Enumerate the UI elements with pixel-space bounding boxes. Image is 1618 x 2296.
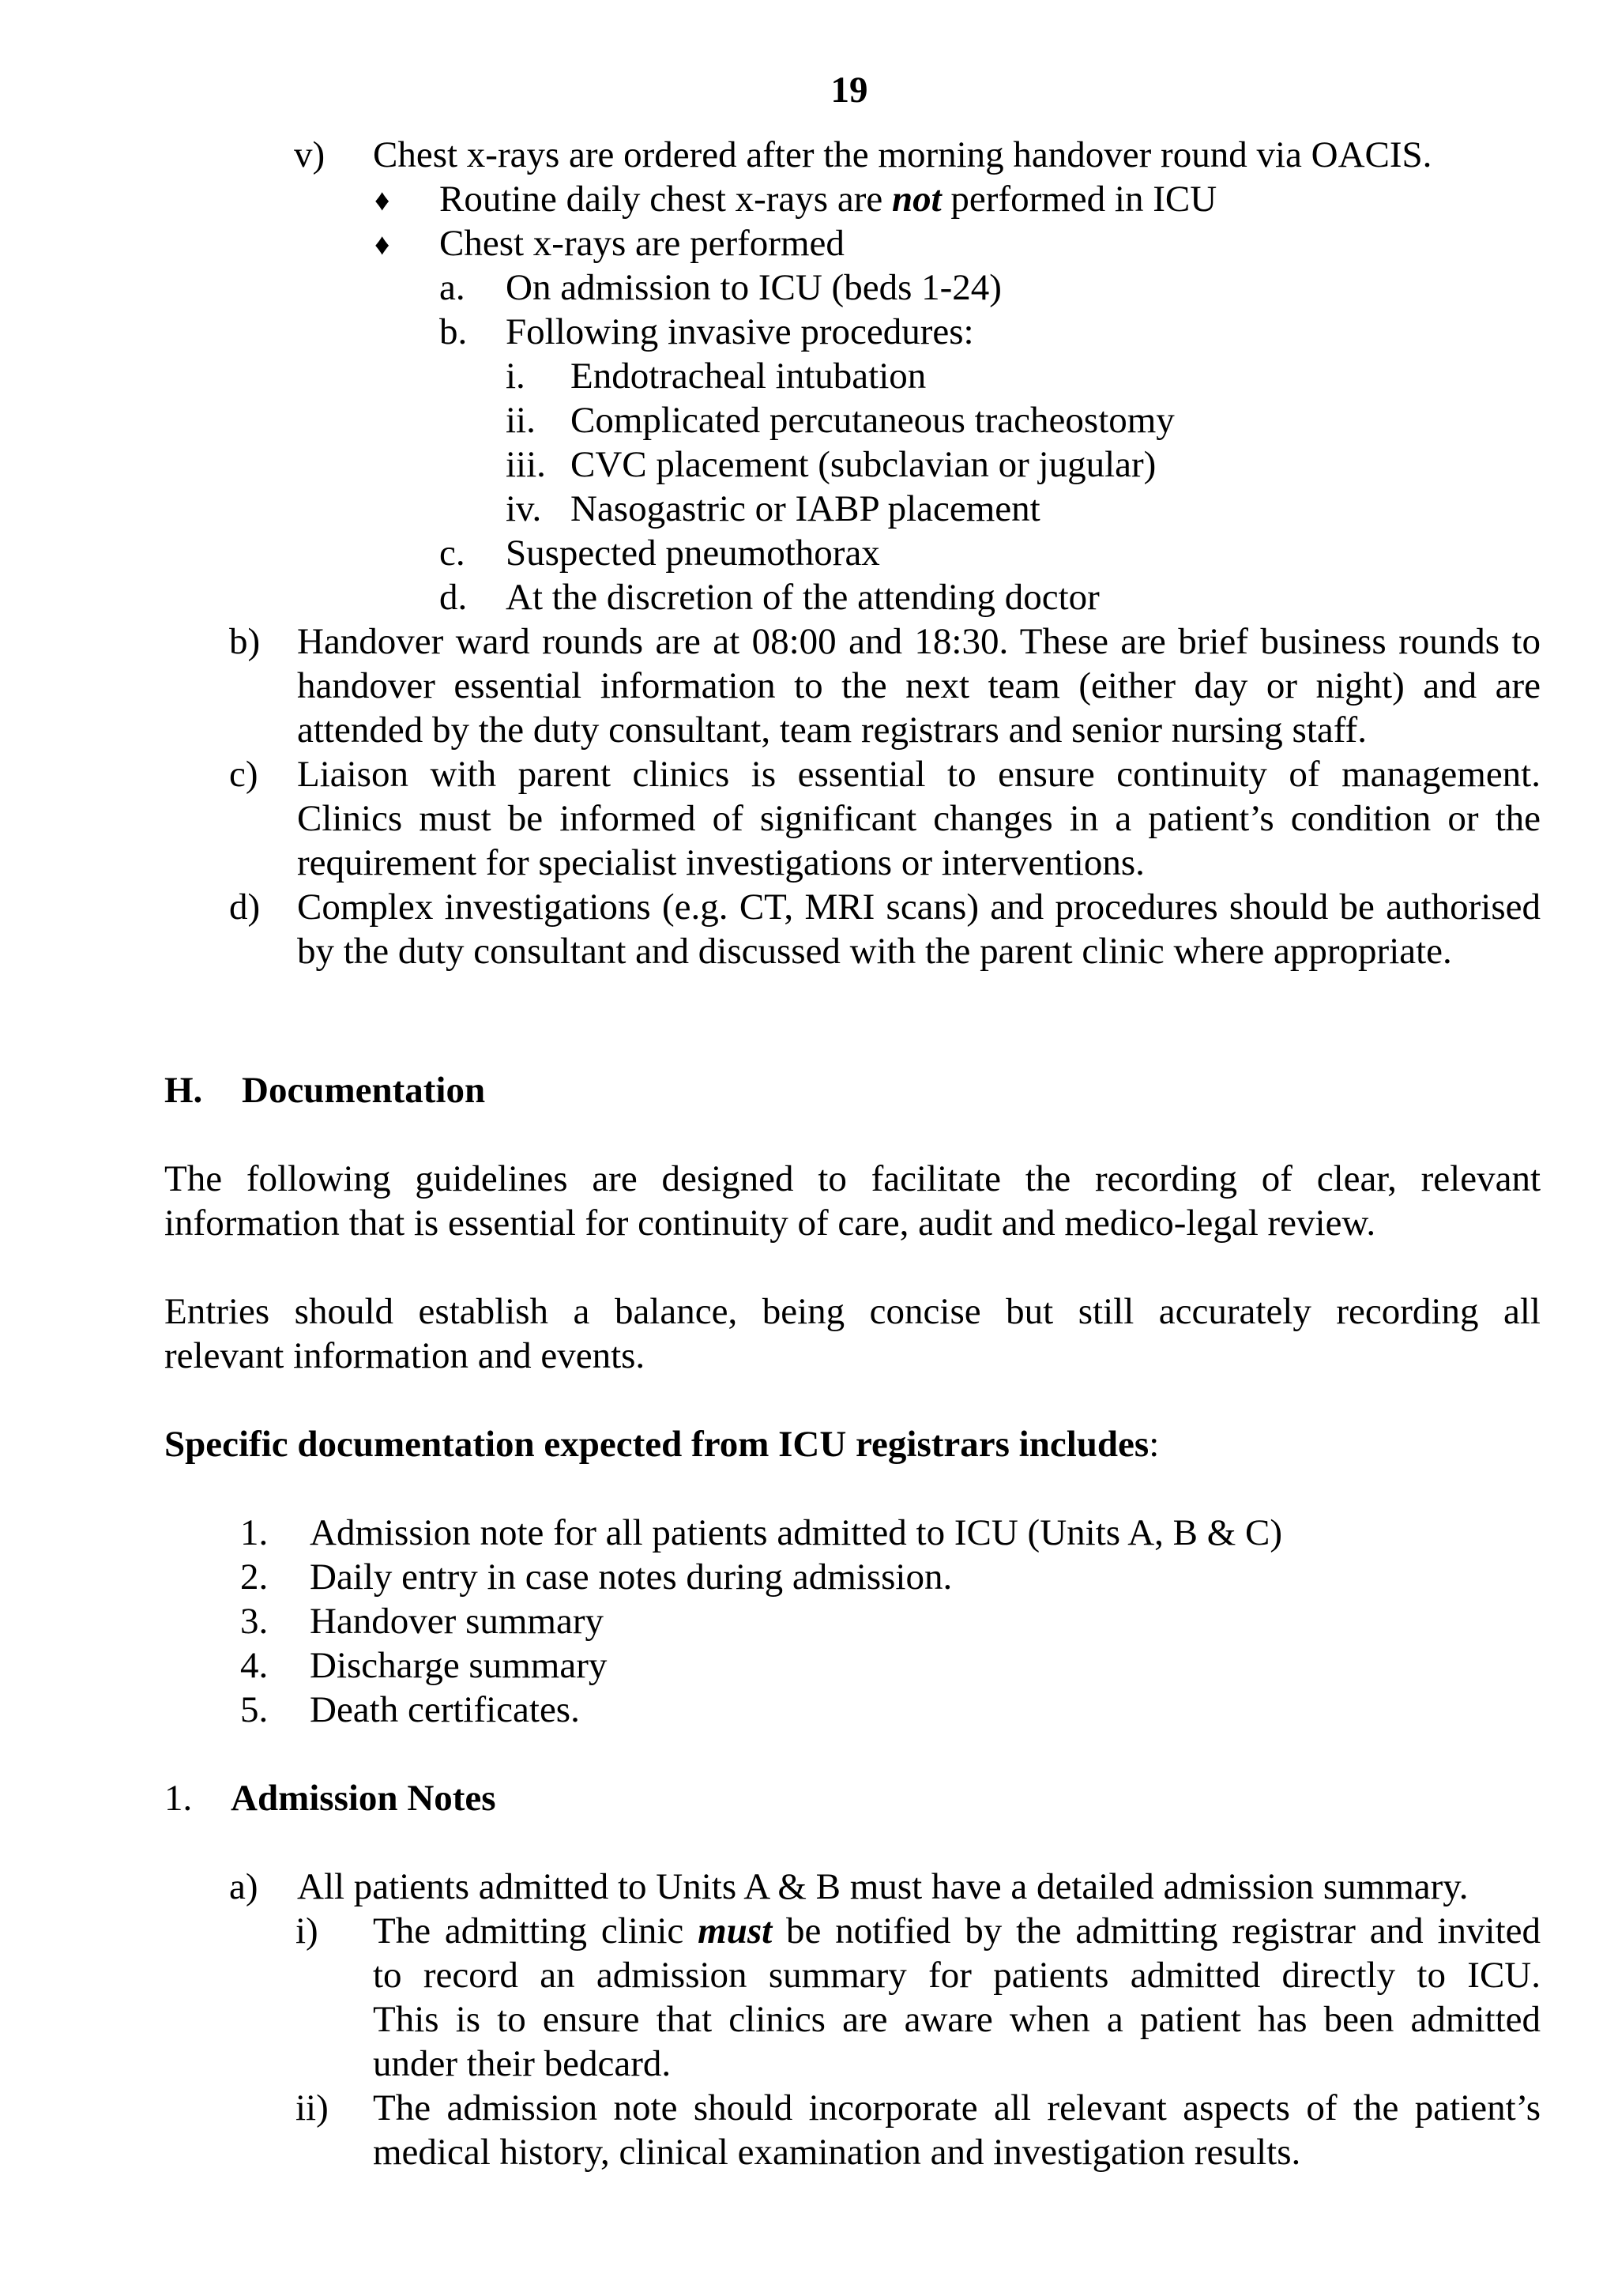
list-item-text: Endotracheal intubation [570, 356, 927, 397]
list-item-text: Nasogastric or IABP placement [570, 488, 1040, 529]
list-marker: 1. [240, 1512, 269, 1553]
list-marker: 3. [240, 1601, 269, 1642]
paragraph-line: under their bedcard. [373, 2043, 672, 2084]
list-item-text: Suspected pneumothorax [506, 533, 880, 574]
paragraph-line: medical history, clinical examination and investigation results. [373, 2132, 1301, 2173]
paragraph-line: The admitting clinic must be notified by the admitting registrar and invited [373, 1910, 1541, 1952]
paragraph-line: Liaison with parent clinics is essential to ensure continuity of management. [297, 754, 1541, 795]
list-item-text: All patients admitted to Units A & B must have a detailed admission summary. [297, 1866, 1469, 1907]
list-marker: iv. [506, 488, 542, 529]
list-marker: i) [295, 1910, 318, 1952]
bullet-item-text: Chest x-rays are performed [439, 223, 845, 264]
list-marker: d. [439, 577, 468, 618]
list-marker: d) [229, 886, 261, 928]
list-item-text: CVC placement (subclavian or jugular) [570, 444, 1157, 485]
list-marker: b. [439, 311, 468, 352]
bullet-item-text: Routine daily chest x-rays are not performed in ICU [439, 179, 1217, 220]
subsection-heading: Admission Notes [231, 1778, 496, 1819]
paragraph-line: Entries should establish a balance, being concise but still accurately recording all [164, 1291, 1541, 1332]
list-item-text: Discharge summary [310, 1645, 608, 1686]
list-item-text: Complicated percutaneous tracheostomy [570, 400, 1175, 441]
diamond-bullet-icon: ♦ [374, 228, 390, 262]
section-heading: Documentation [242, 1070, 486, 1111]
paragraph-line: by the duty consultant and discussed with the parent clinic where appropriate. [297, 931, 1452, 972]
list-item-text: Death certificates. [310, 1689, 580, 1730]
list-marker: c. [439, 533, 465, 574]
paragraph-line: Complex investigations (e.g. CT, MRI scans) and procedures should be authorised [297, 886, 1541, 928]
paragraph-line: This is to ensure that clinics are aware when a patient has been admitted [373, 1999, 1541, 2040]
paragraph-line: Clinics must be informed of significant changes in a patient’s condition or the [297, 798, 1541, 839]
list-marker: a. [439, 267, 465, 308]
list-item-text: Admission note for all patients admitted to ICU (Units A, B & C) [310, 1512, 1283, 1553]
page-number: 19 [830, 70, 868, 111]
emphasis-not: not [891, 179, 942, 220]
list-marker: i. [506, 356, 525, 397]
paragraph-line: information that is essential for continuity of care, audit and medico-legal review. [164, 1203, 1376, 1244]
list-marker: b) [229, 621, 261, 662]
paragraph-line: requirement for specialist investigations or interventions. [297, 842, 1145, 883]
list-marker: c) [229, 754, 258, 795]
paragraph-line: to record an admission summary for patients admitted directly to ICU. [373, 1955, 1541, 1996]
paragraph-line: attended by the duty consultant, team registrars and senior nursing staff. [297, 710, 1367, 751]
list-item-text: Handover summary [310, 1601, 604, 1642]
paragraph-line: relevant information and events. [164, 1335, 645, 1376]
paragraph-line: handover essential information to the next team (either day or night) and are [297, 665, 1541, 706]
list-item-text: At the discretion of the attending doctor [506, 577, 1100, 618]
list-marker: v) [294, 134, 325, 175]
paragraph-line: Handover ward rounds are at 08:00 and 18:30. These are brief business rounds to [297, 621, 1541, 662]
list-marker: 5. [240, 1689, 269, 1730]
list-marker: 2. [240, 1556, 269, 1598]
list-marker: a) [229, 1866, 258, 1907]
list-marker: ii) [295, 2087, 329, 2129]
emphasis-must: must [698, 1910, 773, 1952]
list-item-text: On admission to ICU (beds 1-24) [506, 267, 1002, 308]
list-marker: ii. [506, 400, 536, 441]
section-marker: H. [164, 1070, 203, 1111]
list-item-text: Chest x-rays are ordered after the morning handover round via OACIS. [373, 134, 1432, 175]
paragraph-line: The admission note should incorporate all relevant aspects of the patient’s [373, 2087, 1541, 2129]
list-item-text: Following invasive procedures: [506, 311, 974, 352]
list-marker: iii. [506, 444, 546, 485]
paragraph-line: The following guidelines are designed to facilitate the recording of clear, relevant [164, 1158, 1541, 1199]
specific-docs-heading: Specific documentation expected from ICU registrars includes: [164, 1424, 1160, 1465]
list-marker: 4. [240, 1645, 269, 1686]
list-item-text: Daily entry in case notes during admission. [310, 1556, 953, 1598]
section-marker: 1. [164, 1778, 193, 1819]
diamond-bullet-icon: ♦ [374, 184, 390, 217]
